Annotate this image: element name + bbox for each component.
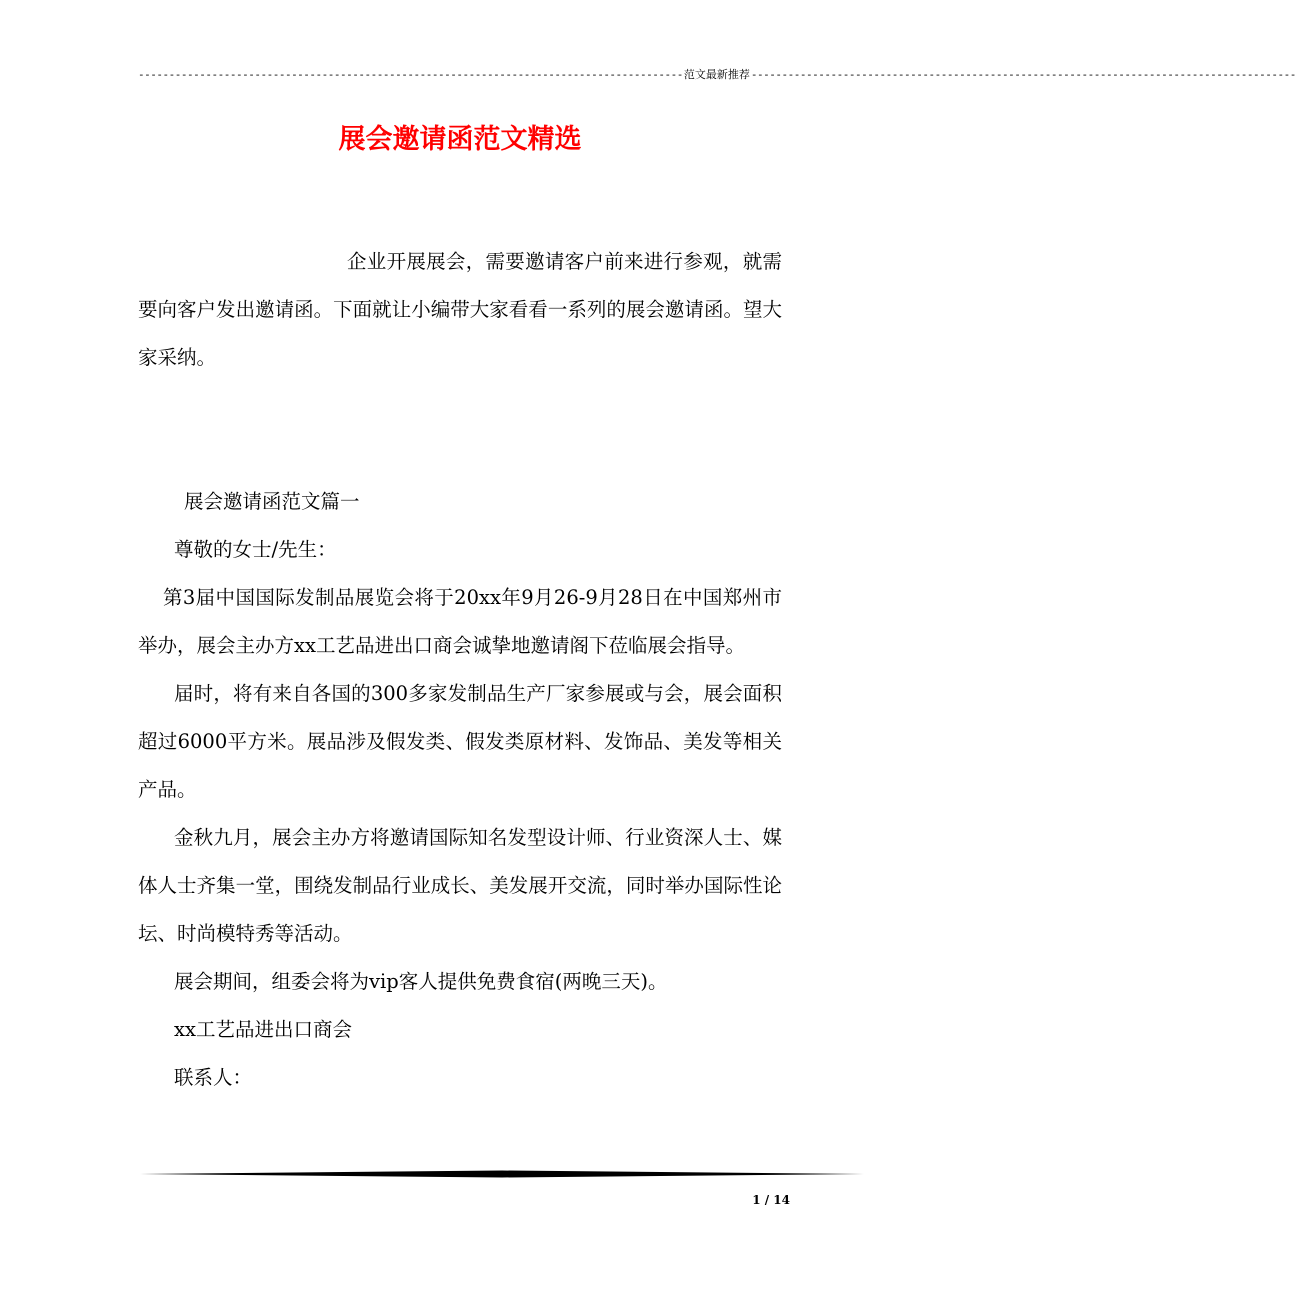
header-dash-right: ----------------------------------------------------------------------------------------- bbox=[750, 68, 1296, 81]
page-number: 1 / 14 bbox=[752, 1193, 790, 1207]
contact-label: 联系人： bbox=[174, 1066, 253, 1089]
body-paragraph: 展会期间，组委会将为vip客人提供免费食宿(两晚三天)。 bbox=[174, 970, 668, 993]
section-heading: 展会邀请函范文篇一 bbox=[184, 490, 360, 513]
salutation: 尊敬的女士/先生： bbox=[174, 538, 337, 561]
body-paragraph: 第3届中国国际发制品展览会将于20xx年9月26-9月28日在中国郑州市举办，展会主办方xx工艺品进出口商会诚挚地邀请阁下莅临展会指导。 bbox=[138, 586, 782, 657]
page-header bbox=[138, 68, 1296, 82]
body-paragraph: 届时，将有来自各国的300多家发制品生产厂家参展或与会，展会面积超过6000平方米。展品涉及假发类、假发类原材料、发饰品、美发等相关产品。 bbox=[138, 682, 782, 801]
document-title: 展会邀请函范文精选 bbox=[338, 124, 582, 155]
intro-paragraph: 企业开展展会，需要邀请客户前来进行参观，就需要向客户发出邀请函。下面就让小编带大家看看一系列的展会邀请函。望大家采纳。 bbox=[138, 250, 782, 369]
paragraph-gap bbox=[138, 382, 782, 478]
organizer-line: xx工艺品进出口商会 bbox=[174, 1018, 352, 1041]
header-dash-left: ----------------------------------------------------------------------------------------- bbox=[138, 68, 683, 81]
body-paragraph: 金秋九月，展会主办方将邀请国际知名发型设计师、行业资深人士、媒体人士齐集一堂，围绕发制品行业成长、美发展开交流，同时举办国际性论坛、时尚模特秀等活动。 bbox=[138, 826, 782, 945]
document-body bbox=[138, 238, 782, 1102]
footer-rule bbox=[140, 1170, 864, 1178]
header-label: 范文最新推荐 bbox=[683, 68, 750, 81]
